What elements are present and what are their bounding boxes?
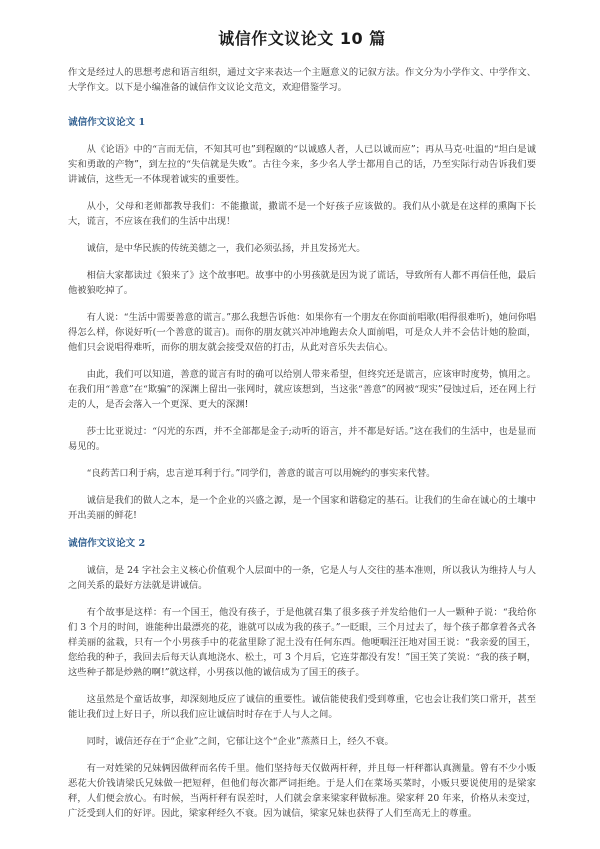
paragraph: 从《论语》中的“言而无信，不知其可也”到程颐的“以诚感人者，人已以诚而应”；再从马克·吐温的“坦白是诚实和勇敢的产物”，到左拉的“失信就是失败”。古往今来，多少名人学士都用自己的话，乃至实际行动告诉我们要讲诚信，这些无一不体现着诚实的重要性。 [68,144,536,185]
paragraph: 诚信，是 24 字社会主义核心价值观个人层面中的一条，它是人与人交往的基本准则，所以我认为维持人与人之间关系的最好方法就是讲诚信。 [68,565,536,591]
paragraph: 诚信，是中华民族的传统美德之一，我们必须弘扬，并且发扬光大。 [86,243,366,254]
paragraph: “良药苦口利于病，忠言逆耳利于行。”同学们，善意的谎言可以用婉约的事实来代替。 [86,468,436,479]
paragraph: 由此，我们可以知道，善意的谎言有时的确可以给别人带来希望，但终究还是谎言，应该审时度势，慎用之。在我们用“善意”在“欺骗”的深渊上留出一张网时，就应该想到，当这张“善意”的网被“现实”侵蚀过后，还在网上行走的人，是否会落入一个更深、更大的深渊! [68,369,536,410]
paragraph: 从小，父母和老师都教导我们：不能撒谎，撒谎不是一个好孩子应该做的。我们从小就是在这样的熏陶下长大，谎言，不应该在我们的生活中出现！ [68,201,536,227]
paragraph: 相信大家都读过《狼来了》这个故事吧。故事中的小男孩就是因为说了谎话，导致所有人都不再信任他，最后他被狼吃掉了。 [68,270,536,296]
paragraph: 同时，诚信还存在于“企业”之间，它郁让这个“企业”蒸蒸日上，经久不衰。 [86,736,394,747]
intro-paragraph: 作文是经过人的思想考虑和语言组织，通过文字来表达一个主题意义的记叙方法。作文分为小学作文、中学作文、大学作文。以下是小编准备的诚信作文议论文范文，欢迎借鉴学习。 [68,67,536,93]
paragraph: 有人说：“生活中需要善意的谎言。”那么我想告诉他：如果你有一个朋友在你面前唱歌(唱得很难听)，她问你唱得怎么样，你说好听(一个善意的谎言)。而你的朋友就兴冲冲地跑去众人面前唱，可是众人并不会估计她的脸面，他们只会说唱得难听，而你的朋友就会接受双倍的打击，从此对音乐失去信心。 [68,312,536,353]
paragraph: 有一对姓梁的兄妹俩因做秤而名传千里。他们坚持每天仅做两杆秤，并且每一杆秤都认真测量。曾有不少小贩恶花大价钱请梁氏兄妹做一把短秤，但他们每次都严词拒绝。于是人们在菜场买菜时，小贩只要说使用的是梁家秤，人们便会放心。有时候，当两杆秤有误差时，人们就会拿来梁家秤做标准。梁家秤 20 年来，价格从未变过，广泛受到人们的好评。因此，梁家秤经久不衰。因为诚信，梁家兄妹也获得了人们至高无上的尊重。 [68,763,536,819]
paragraph: 有个故事是这样：有一个国王，他没有孩子，于是他就召集了很多孩子并发给他们一人一颗种子说：“我给你们 3 个月的时间，谁能种出最漂亮的花，谁就可以成为我的孩子。”一眨眼，三个月过去了，每个孩子都拿着各式各样美丽的盆栽，只有一个小男孩手中的花盆里除了泥土没有任何东西。他哽咽汪汪地对国王说：“我亲爱的国王，您给我的种子，我回去后每天认真地浇水、松土，可 3 个月后，它连芽都没有发！”国王笑了笑说：“我的孩子啊，这些种子都是炒熟的啊!”就这样，小男孩以他的诚信成为了国王的孩子。 [68,607,536,678]
paragraph: 诚信是我们的做人之本，是一个企业的兴盛之源，是一个国家和谐稳定的基石。让我们的生命在诚心的土壤中开出美丽的鲜花! [68,495,536,521]
section-heading-2: 诚信作文议论文 2 [68,538,146,549]
paragraph: 莎士比亚说过：“闪光的东西，并不全部都是金子;动听的语言，并不都是好话。”这在我们的生活中，也是显而易见的。 [68,426,536,452]
paragraph: 这虽然是个童话故事，却深刻地反应了诚信的重要性。诚信能使我们受到尊重，它也会让我们笑口常开，甚至能让我们过上好日子，所以我们应让诚信时时存在于人与人之间。 [68,694,536,720]
document-title: 诚信作文议论文 10 篇 [218,29,386,48]
section-heading-1: 诚信作文议论文 1 [68,117,146,128]
